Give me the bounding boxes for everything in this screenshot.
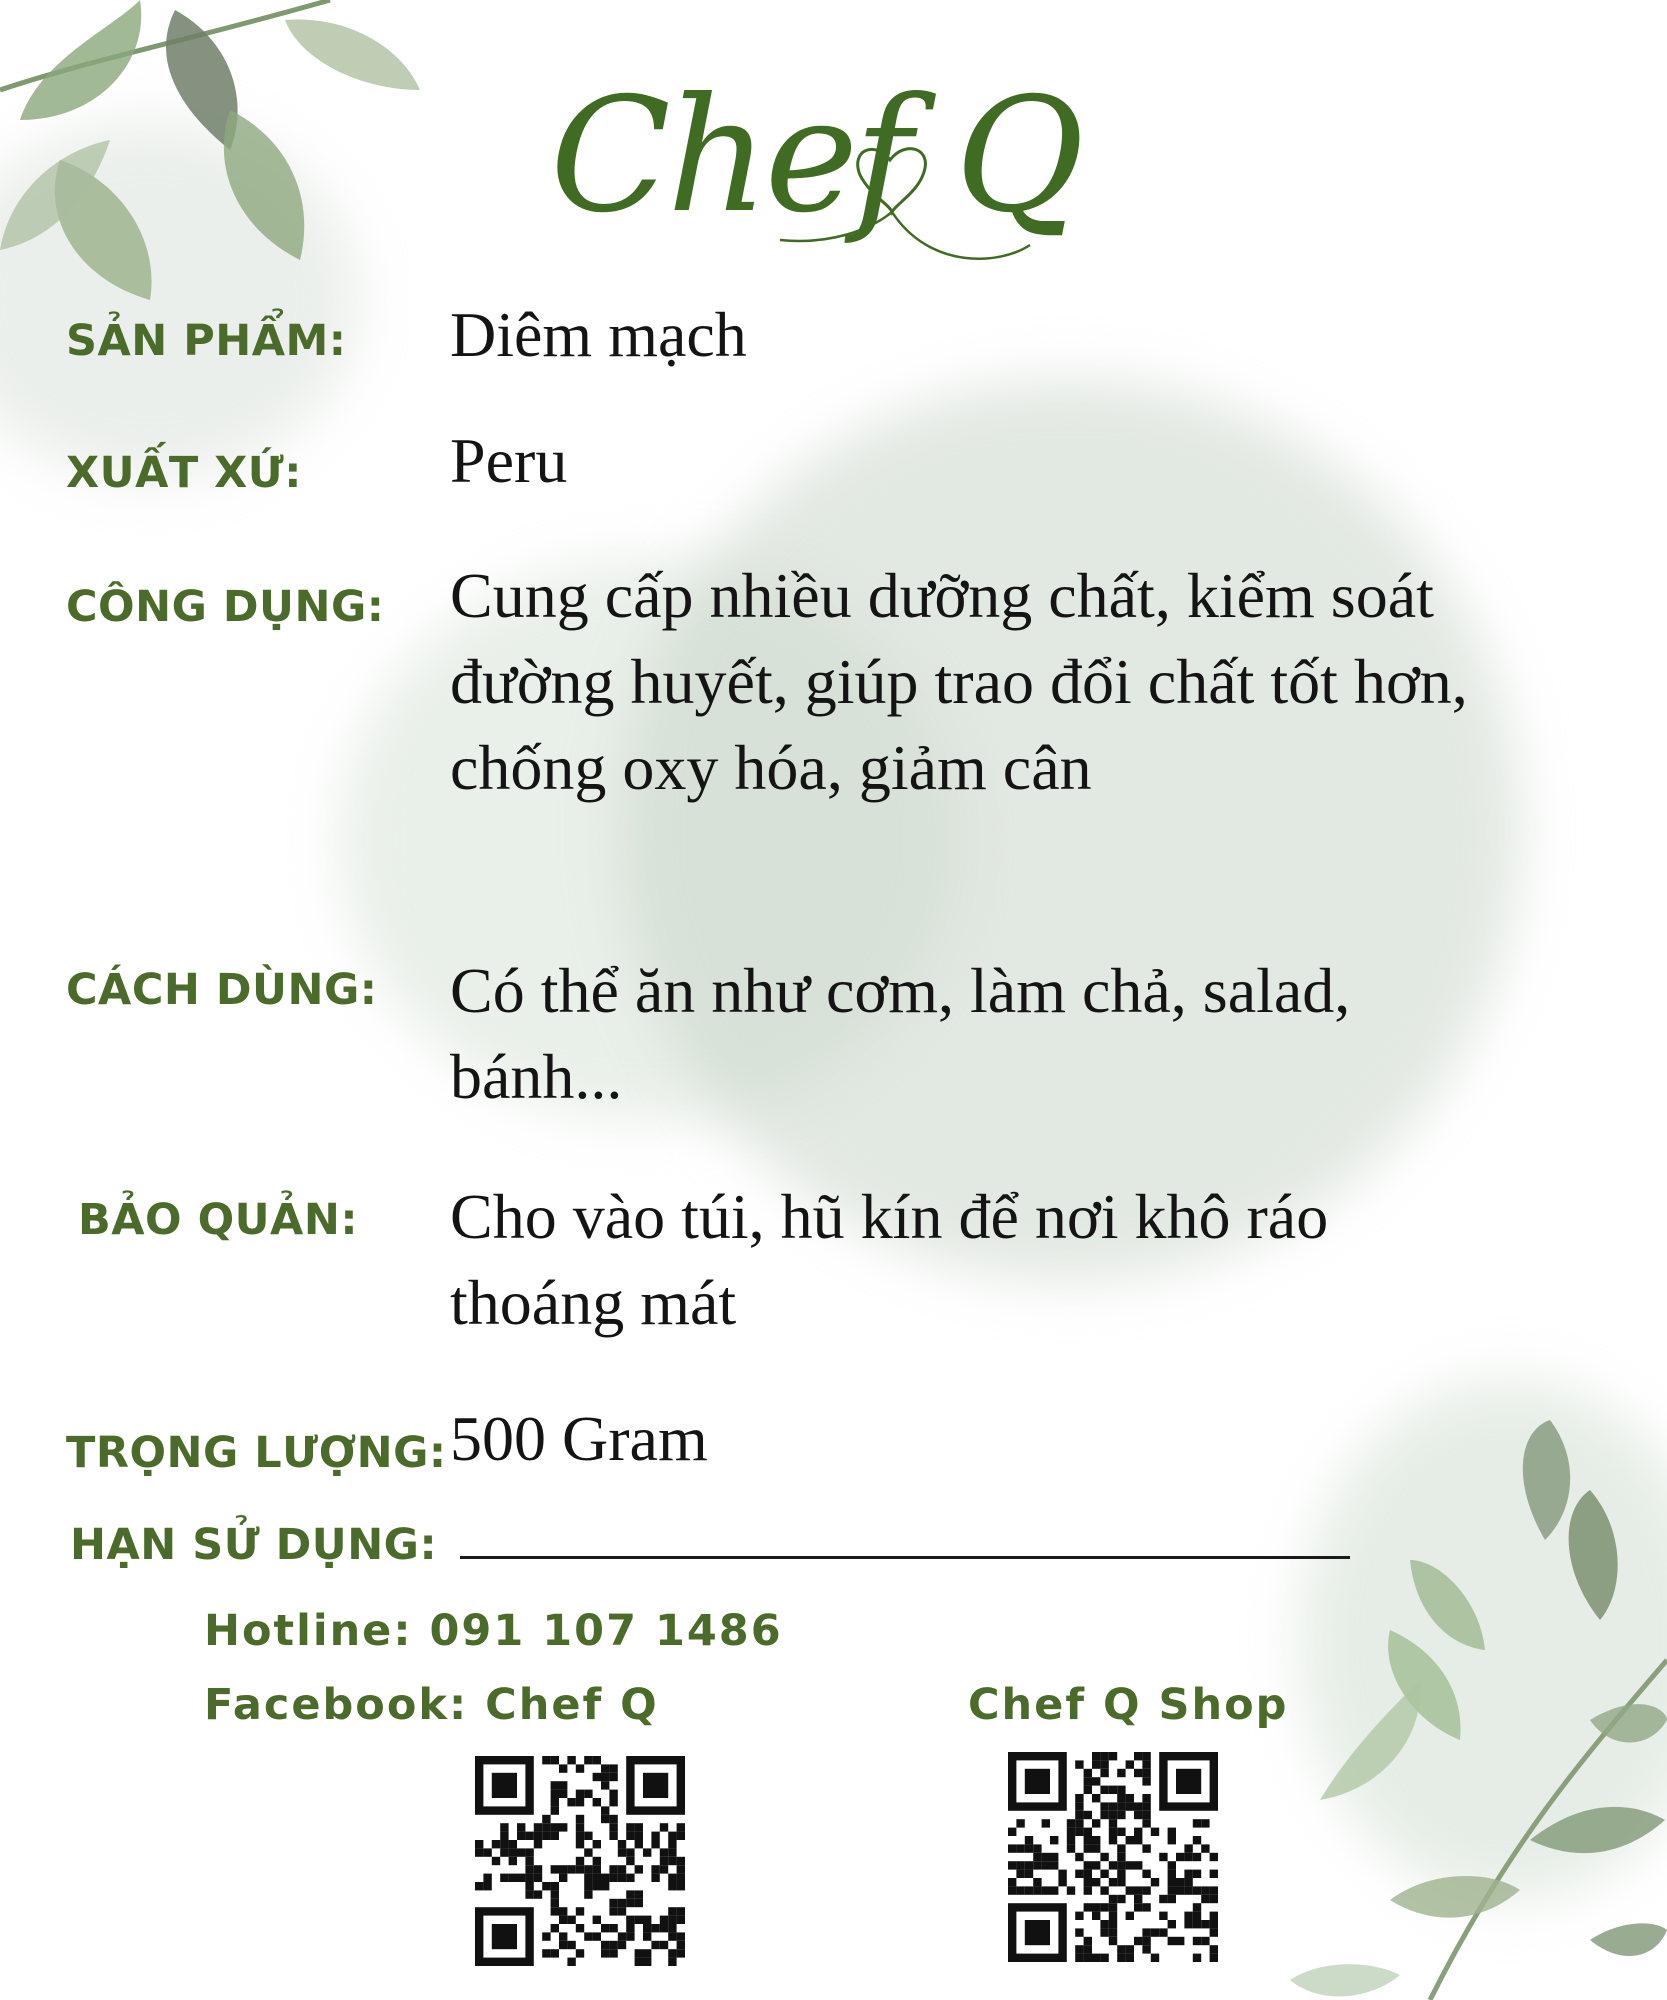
origin-label: XUẤT XỨ: <box>66 448 302 498</box>
usage-label: CÁCH DÙNG: <box>66 965 378 1015</box>
origin-value: Peru <box>450 425 568 496</box>
leaf-branch-top-left <box>0 0 470 320</box>
brand-logo-text: Chef Q <box>550 64 1081 248</box>
brand-logo <box>530 40 1090 300</box>
facebook-qr-code[interactable] <box>475 1756 685 1966</box>
shop-name-text: Chef Q Shop <box>968 1680 1289 1730</box>
storage-value: Cho vào túi, hũ kín để nơi khô ráo thoáng mát <box>450 1181 1329 1338</box>
hotline-text: Hotline: 091 107 1486 <box>204 1606 783 1656</box>
product-name-value: Diêm mạch <box>450 299 747 370</box>
expiry-label: HẠN SỬ DỤNG: <box>70 1520 438 1570</box>
shop-qr-code[interactable] <box>1008 1752 1218 1962</box>
facebook-text: Facebook: Chef Q <box>204 1680 659 1730</box>
benefits-value: Cung cấp nhiều dưỡng chất, kiểm soát đường huyết, giúp trao đổi chất tốt hơn, chống oxy hóa, giảm cân <box>450 560 1468 803</box>
usage-value: Có thể ăn như cơm, làm chả, salad, bánh... <box>450 955 1351 1112</box>
leaf-branch-bottom-right <box>1260 1420 1667 2000</box>
product-name-label: SẢN PHẨM: <box>66 316 347 366</box>
storage-label: BẢO QUẢN: <box>78 1195 359 1245</box>
weight-value: 500 Gram <box>450 1403 708 1474</box>
benefits-label: CÔNG DỤNG: <box>66 582 385 632</box>
weight-label: TRỌNG LƯỢNG: <box>66 1428 447 1478</box>
expiry-blank-line <box>460 1556 1350 1559</box>
